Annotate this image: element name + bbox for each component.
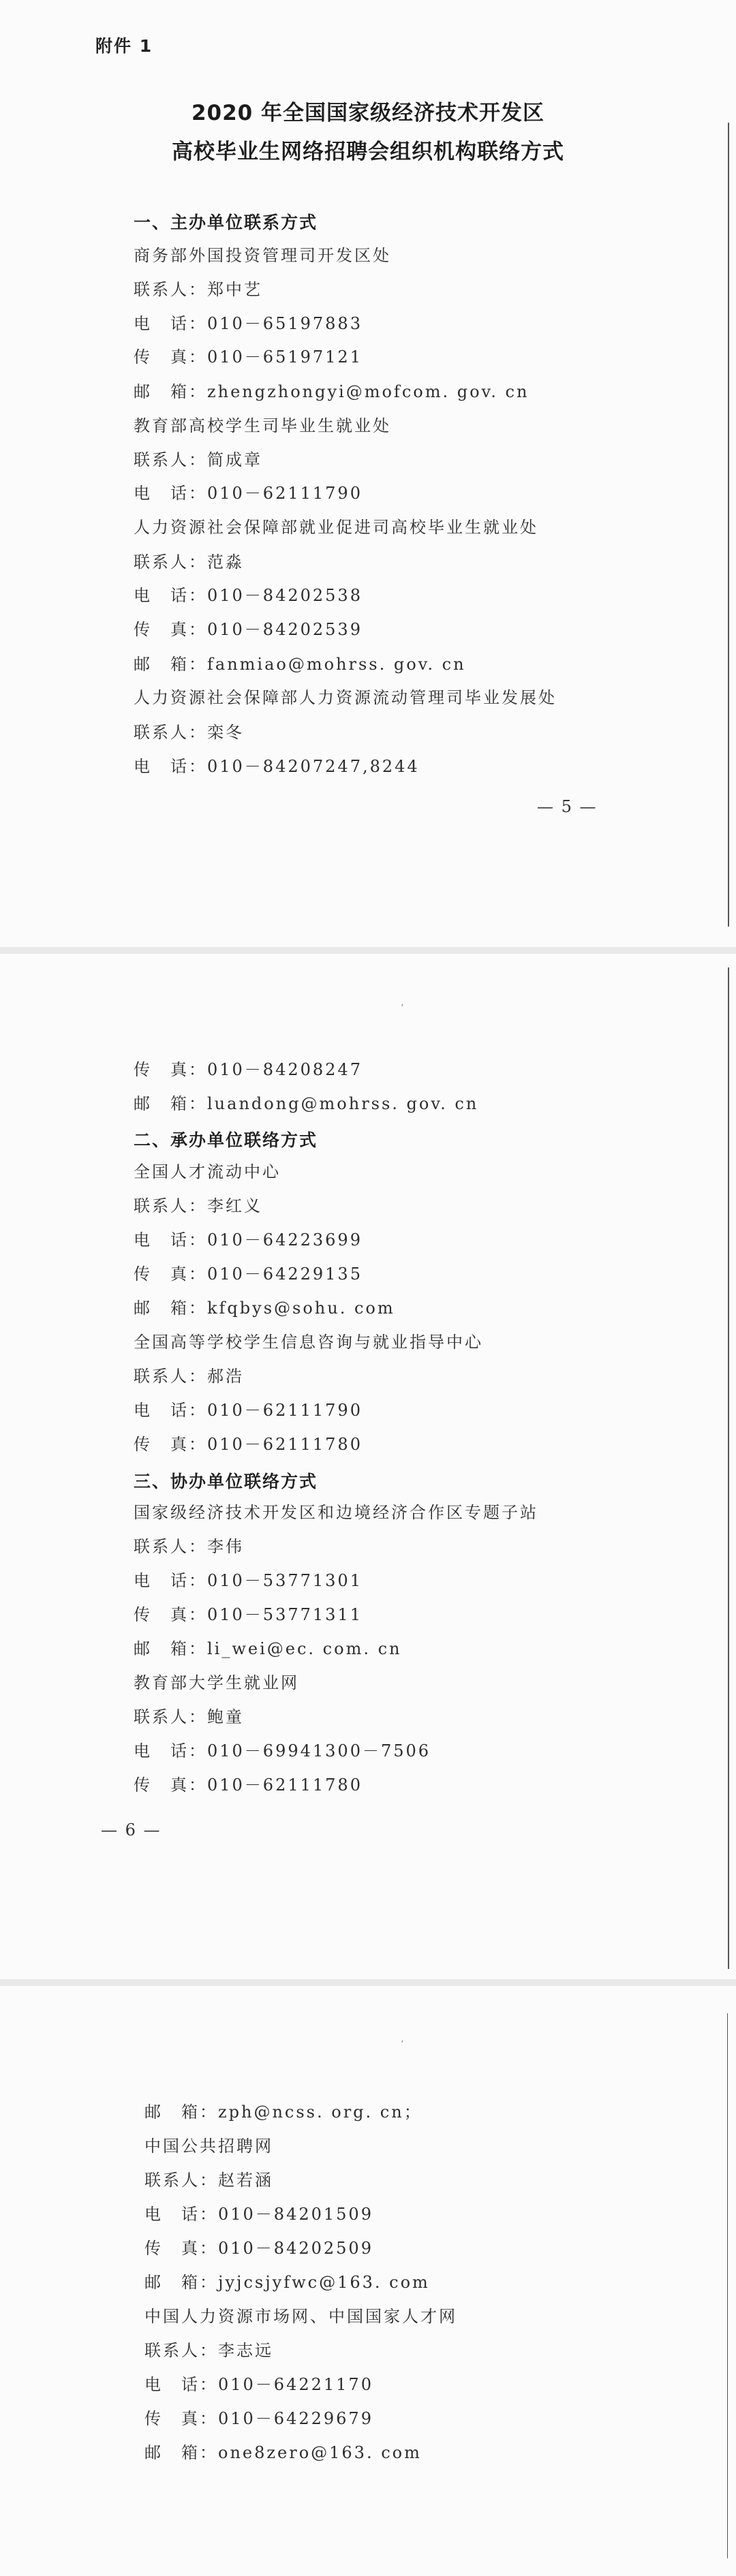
contact-line: 联系人：郑中艺 — [134, 280, 262, 299]
document-page-6 — [0, 954, 736, 1979]
title-line-1: 2020 年全国国家级经济技术开发区 — [191, 101, 545, 125]
contact-line: 传 真：010－65197121 — [134, 347, 363, 367]
section-heading-organizer: 二、承办单位联络方式 — [134, 1130, 318, 1150]
contact-line: 传 真：010－62111780 — [134, 1775, 363, 1795]
contact-line: 邮 箱：kfqbys@sohu. com — [134, 1299, 395, 1318]
page-edge-shadow — [728, 123, 729, 927]
contact-line: 联系人：简成章 — [134, 450, 262, 469]
contact-line: 联系人：李伟 — [134, 1537, 244, 1556]
contact-line: 邮 箱：zhengzhongyi@mofcom. gov. cn — [134, 382, 530, 401]
contact-line: 邮 箱：fanmiao@mohrss. gov. cn — [134, 655, 466, 674]
scan-speck: ٬ — [401, 2039, 404, 2050]
contact-line: 传 真：010－84208247 — [134, 1060, 363, 1079]
contact-line: 邮 箱：li_wei@ec. com. cn — [134, 1639, 402, 1658]
contact-line: 电 话：010－65197883 — [134, 314, 363, 333]
contact-line: 邮 箱：zph@ncss. org. cn； — [144, 2102, 423, 2122]
annex-label: 附件 1 — [95, 36, 153, 56]
contact-line: 教育部高校学生司毕业生就业处 — [134, 416, 391, 435]
contact-line: 传 真：010－64229135 — [134, 1264, 363, 1284]
contact-line: 传 真：010－64229679 — [144, 2409, 373, 2428]
contact-line: 全国人才流动中心 — [134, 1162, 281, 1181]
contact-line: 电 话：010－84207247,8244 — [134, 757, 420, 776]
contact-line: 人力资源社会保障部就业促进司高校毕业生就业处 — [134, 518, 538, 537]
contact-line: 邮 箱：luandong@mohrss. gov. cn — [134, 1094, 479, 1113]
contact-line: 联系人：李红义 — [134, 1196, 262, 1215]
section-heading-co-organizer: 三、协办单位联络方式 — [134, 1472, 318, 1491]
contact-line: 邮 箱：one8zero@163. com — [144, 2443, 422, 2462]
contact-line: 联系人：栾冬 — [134, 723, 244, 742]
contact-line: 联系人：赵若涵 — [144, 2171, 273, 2190]
contact-line: 传 真：010－84202539 — [134, 620, 363, 639]
contact-line: 人力资源社会保障部人力资源流动管理司毕业发展处 — [134, 688, 557, 707]
contact-line: 电 话：010－62111790 — [134, 484, 363, 503]
contact-line: 电 话：010－64221170 — [144, 2375, 373, 2394]
contact-line: 联系人：郝浩 — [134, 1367, 244, 1386]
contact-line: 全国高等学校学生信息咨询与就业指导中心 — [134, 1333, 483, 1352]
page-edge-shadow — [728, 967, 729, 1969]
contact-line: 联系人：李志远 — [144, 2341, 273, 2360]
contact-line: 电 话：010－84202538 — [134, 586, 363, 605]
section-heading-host: 一、主办单位联系方式 — [134, 213, 318, 232]
contact-line: 中国公共招聘网 — [144, 2137, 273, 2156]
contact-line: 教育部大学生就业网 — [134, 1673, 299, 1692]
scan-speck: ٬ — [401, 1003, 404, 1014]
contact-line: 传 真：010－62111780 — [134, 1435, 363, 1454]
contact-line: 传 真：010－84202509 — [144, 2239, 373, 2258]
contact-line: 电 话：010－84201509 — [144, 2205, 373, 2224]
contact-line: 国家级经济技术开发区和边境经济合作区专题子站 — [134, 1503, 538, 1522]
page-number: — 6 — — [101, 1820, 162, 1840]
document-page-5 — [0, 0, 736, 947]
contact-line: 联系人：鲍童 — [134, 1707, 244, 1726]
contact-line: 电 话：010－64223699 — [134, 1230, 363, 1250]
contact-line: 中国人力资源市场网、中国国家人才网 — [144, 2307, 457, 2326]
contact-line: 邮 箱：jyjcsjyfwc@163. com — [144, 2273, 430, 2292]
contact-line: 传 真：010－53771311 — [134, 1605, 363, 1624]
title-line-2: 高校毕业生网络招聘会组织机构联络方式 — [172, 140, 564, 164]
contact-line: 商务部外国投资管理司开发区处 — [134, 246, 391, 265]
document-page-7 — [0, 1986, 736, 2576]
page-edge-shadow — [727, 2013, 728, 2558]
contact-line: 电 话：010－62111790 — [134, 1401, 363, 1420]
contact-line: 电 话：010－53771301 — [134, 1571, 363, 1590]
page-number: — 5 — — [537, 797, 598, 816]
contact-line: 电 话：010－69941300－7506 — [134, 1741, 431, 1760]
contact-line: 联系人：范淼 — [134, 553, 244, 572]
